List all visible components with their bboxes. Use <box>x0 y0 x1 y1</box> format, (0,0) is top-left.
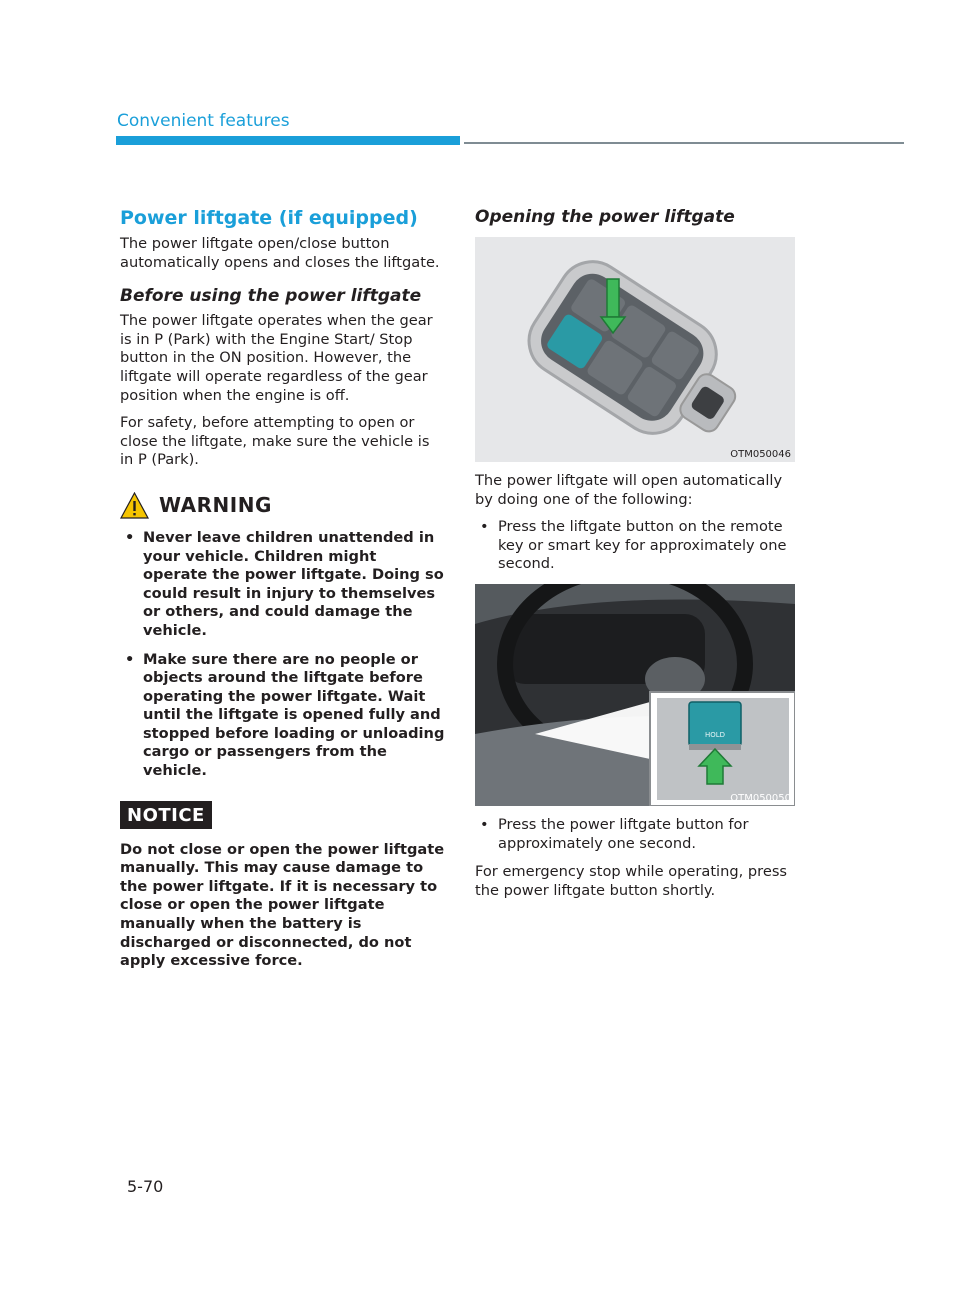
bullet: • <box>480 815 489 833</box>
smart-key-illustration <box>475 237 795 462</box>
figure-caption: OTM050050 <box>730 792 791 804</box>
smart-key-figure <box>475 237 795 462</box>
operation-paragraph: The power liftgate operates when the gear is in P (Park) with the Engine Start/ Stop button in the ON position. However, the liftgate will operate regardless of the gear position when the engine is off. <box>120 312 433 404</box>
open-methods-list <box>475 518 797 574</box>
dashboard-illustration <box>475 584 795 806</box>
notice-text: Do not close or open the power liftgate manually. This may cause damage to the power liftgate. If it is necessary to close or open the power liftgate manually when the battery is discharged or disconnected, do not apply excessive force. <box>120 840 445 970</box>
intro-paragraph: The power liftgate open/close button automatically opens and closes the liftgate. <box>120 235 440 271</box>
dashboard-figure <box>475 584 795 806</box>
open-methods-list-2 <box>475 816 797 853</box>
emergency-stop-paragraph: For emergency stop while operating, press the power liftgate button shortly. <box>475 863 788 899</box>
page-number: 5-70 <box>127 1177 164 1196</box>
bullet: • <box>125 650 135 668</box>
section-heading: Power liftgate (if equipped) <box>120 207 418 229</box>
warning-triangle-icon <box>120 492 149 519</box>
open-methods-paragraph: The power liftgate will open automatically by doing one of the following: <box>475 472 783 508</box>
warning-header <box>120 492 445 519</box>
notice-badge: NOTICE <box>120 801 212 829</box>
method-item: • Press the power liftgate button for approximately one second. <box>480 815 749 852</box>
warning-list <box>120 529 445 781</box>
header-rule <box>464 142 904 144</box>
hold-button-label: HOLD <box>704 730 726 739</box>
safety-paragraph: For safety, before attempting to open or close the liftgate, make sure the vehicle is in P (Park). <box>120 414 430 469</box>
opening-heading: Opening the power liftgate <box>475 207 735 227</box>
left-column <box>120 207 445 980</box>
section-title: Convenient features <box>117 111 290 131</box>
warning-item: • Make sure there are no people or objects around the liftgate before operating the power liftgate. Wait until the liftgate is opened fully and stopped before loading or unloading cargo or passengers from the vehicle. <box>125 650 445 780</box>
figure-caption: OTM050046 <box>730 449 791 460</box>
method-item: • Press the liftgate button on the remote key or smart key for approximately one second. <box>480 518 787 573</box>
before-using-heading: Before using the power liftgate <box>120 286 422 307</box>
header-accent-bar <box>116 136 460 145</box>
bullet: • <box>480 518 489 536</box>
bullet: • <box>125 528 135 546</box>
warning-item: • Never leave children unattended in your vehicle. Children might operate the power liftgate. Doing so could result in injury to themselves or others, and could damage the vehicle. <box>125 528 444 639</box>
warning-title: WARNING <box>159 493 272 518</box>
right-column <box>475 207 797 909</box>
